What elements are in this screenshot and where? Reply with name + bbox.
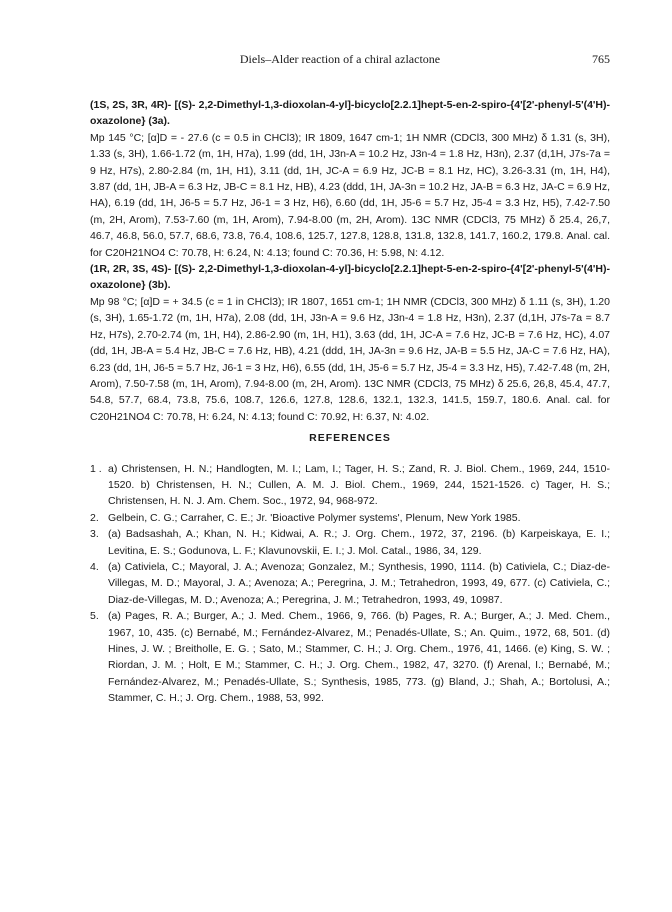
reference-item [90, 510, 610, 526]
reference-item [90, 526, 610, 559]
reference-number: 4. [90, 560, 99, 573]
reference-number: 1 . [90, 462, 102, 475]
compound-data: Mp 145 °C; [α]D = - 27.6 (c = 0.5 in CHCl3); IR 1809, 1647 cm-1; 1H NMR (CDCl3, 300 MHz) δ 1.31 (s, 3H), 1.33 (s, 3H), 1.66-1.72 (m, 1H, H7a), 1.99 (dd, 1H, J3n-A = 10.2 Hz, J3n-4 = 1.8 Hz, H3n), 2.37 (d,1H, J7s-7a = 9 Hz, H7s), 2.80-2.84 (m, 1H, H1), 3.11 (dd, 1H, JC-A = 6.9 Hz, JC-B = 8.1 Hz, HC), 3.26-3.31 (m, 1H, H4), 3.87 (dd, 1H, JB-A = 6.3 Hz, JB-C = 8.1 Hz, HB), 4.23 (ddd, 1H, JA-3n = 10.2 Hz, JA-B = 6.3 Hz, JA-C = 6.9 Hz, HA), 6.19 (dd, 1H, J6-5 = 5.7 Hz, J6-1 = 3 Hz, H6), 6.60 (dd, 1H, J5-6 = 5.7 Hz, J5-4 = 3.3 Hz, H5), 7.42-7.50 (m, 2H, Arom), 7.53-7.60 (m, 1H, Arom), 7.94-8.00 (m, 2H, Arom). 13C NMR (CDCl3, 75 MHz) δ 25.4, 26,7, 46.7, 46.8, 56.0, 57.7, 68.6, 73.8, 76.4, 108.6, 125.7, 127.8, 128.8, 131.8, 132.8, 141.7, 160.2, 179.8. Anal. cal. for C20H21NO4 C: 70.78, H: 6.24, N: 4.13; found C: 70.36, H: 5.98, N: 4.12. [90, 131, 610, 259]
compound-entry-3b [90, 261, 610, 425]
compound-data: Mp 98 °C; [α]D = + 34.5 (c = 1 in CHCl3); IR 1807, 1651 cm-1; 1H NMR (CDCl3, 300 MHz) δ 1.11 (s, 3H), 1.20 (s, 3H), 1.65-1.72 (m, 1H, H7a), 2.08 (dd, 1H, J3n-A = 9.6 Hz, J3n-4 = 1.8 Hz, H3n), 2.37 (d,1H, J7s-7a = 8.7 Hz, H7s), 2.70-2.74 (m, 1H, H4), 2.86-2.90 (m, 1H, H1), 3.63 (dd, 1H, JC-A = 7.6 Hz, JC-B = 7.6 Hz, HC), 4.07 (dd, 1H, JB-A = 5.4 Hz, JB-C = 7.6 Hz, HB), 4.21 (ddd, 1H, JA-3n = 9.6 Hz, JA-B = 5.5 Hz, JA-C = 7.6 Hz, HA), 6.23 (dd, 1H, J6-5 = 5.7 Hz, J6-1 = 3 Hz, H6), 6.55 (dd, 1H, J5-6 = 5.7 Hz, J5-4 = 3.3 Hz, H5), 7.42-7.48 (m, 2H, Arom), 7.50-7.58 (m, 1H, Arom), 7.94-8.00 (m, 2H, Arom). 13C NMR (CDCl3, 75 MHz) δ 25.6, 26,8, 45.4, 47.7, 54.8, 57.7, 68.4, 73.8, 75.6, 108.7, 126.6, 127.8, 128.6, 132.1, 132.3, 141.5, 159.7, 180.6. Anal. cal. for C20H21NO4 C: 70.78, H: 6.24, N: 4.13; found C: 70.92, H: 6.37, N: 4.02. [90, 295, 610, 423]
article-body [90, 97, 610, 707]
reference-number: 2. [90, 511, 99, 524]
running-head-title: Diels–Alder reaction of a chiral azlactone [239, 52, 441, 66]
reference-number: 5. [90, 610, 99, 623]
compound-heading: (1S, 2S, 3R, 4R)- [(S)- 2,2-Dimethyl-1,3-dioxolan-4-yl]-bicyclo[2.2.1]hept-5-en-2-spiro-{4'[2'-phenyl-5'(4'H)-oxazolone} (3a). [90, 99, 610, 128]
references-heading: REFERENCES [309, 432, 391, 445]
reference-text: a) Christensen, H. N.; Handlogten, M. I.; Lam, I.; Tager, H. S.; Zand, R. J. Biol. Chem., 1969, 244, 1510-1520. b) Christensen, H. N.; Cullen, A. M. J. Biol. Chem., 1969, 244, 1521-1526. c) Tager, H. S.; Christensen, H. N. J. Am. Chem. Soc., 1972, 94, 968-972. [108, 462, 610, 508]
reference-number: 3. [90, 528, 99, 541]
reference-text: (a) Pages, R. A.; Burger, A.; J. Med. Chem., 1966, 9, 766. (b) Pages, R. A.; Burger, A.; J. Med. Chem., 1967, 10, 435. (c) Bernabé, M.; Fernández-Alvarez, M.; Penadés-Ullate, S.; An. Quim., 1972, 68, 501. (d) Hines, J. W. ; Breitholle, E. G. ; Sato, M.; Stammer, C. H.; J. Org. Chem., 1976, 41, 1466. (e) King, S. W. ; Riordan, J. M. ; Holt, E M.; Stammer, C. H.; J. Org. Chem., 1982, 47, 3270. (f) Arenal, I.; Bernabé, M.; Fernández-Alvarez, M.; Penadés-Ullate, S.; Synthesis, 1985, 773. (g) Bland, J.; Shah, A.; Bortolusi, A.; Stammer, C. H.; J. Org. Chem., 1988, 53, 992. [108, 610, 610, 705]
reference-item [90, 559, 610, 608]
compound-entry-3a [90, 97, 610, 261]
reference-text: Gelbein, C. G.; Carraher, C. E.; Jr. 'Bioactive Polymer systems', Plenum, New York 1985. [108, 511, 521, 524]
reference-item [90, 608, 610, 706]
reference-text: (a) Badsashah, A.; Khan, N. H.; Kidwai, A. R.; J. Org. Chem., 1972, 37, 2196. (b) Karpeiskaya, E. I.; Levitina, E. S.; Godunova, L. F.; Klavunovskii, E. I.; J. Mol. Catal., 1986, 34, 129. [108, 528, 610, 557]
page-number: 765 [592, 52, 610, 66]
reference-item [90, 461, 610, 510]
compound-heading: (1R, 2R, 3S, 4S)- [(S)- 2,2-Dimethyl-1,3-dioxolan-4-yl]-bicyclo[2.2.1]hept-5-en-2-spiro-{4'[2'-phenyl-5'(4'H)-oxazolone} (3b). [90, 263, 610, 292]
reference-text: (a) Cativiela, C.; Mayoral, J. A.; Avenoza; Gonzalez, M.; Synthesis, 1990, 1114. (b) Cativiela, C.; Diaz-de-Villegas, M. D.; Mayoral, J. A.; Avenoza; A.; Peregrina, J. M.; Tetrahedron, 1993, 49, 677. (c) Cativiela, C.; Diaz-de-Villegas, M. D.; Avenoza; A.; Peregrina, J. M.; Tetrahedron, 1993, 49, 10987. [108, 560, 610, 606]
